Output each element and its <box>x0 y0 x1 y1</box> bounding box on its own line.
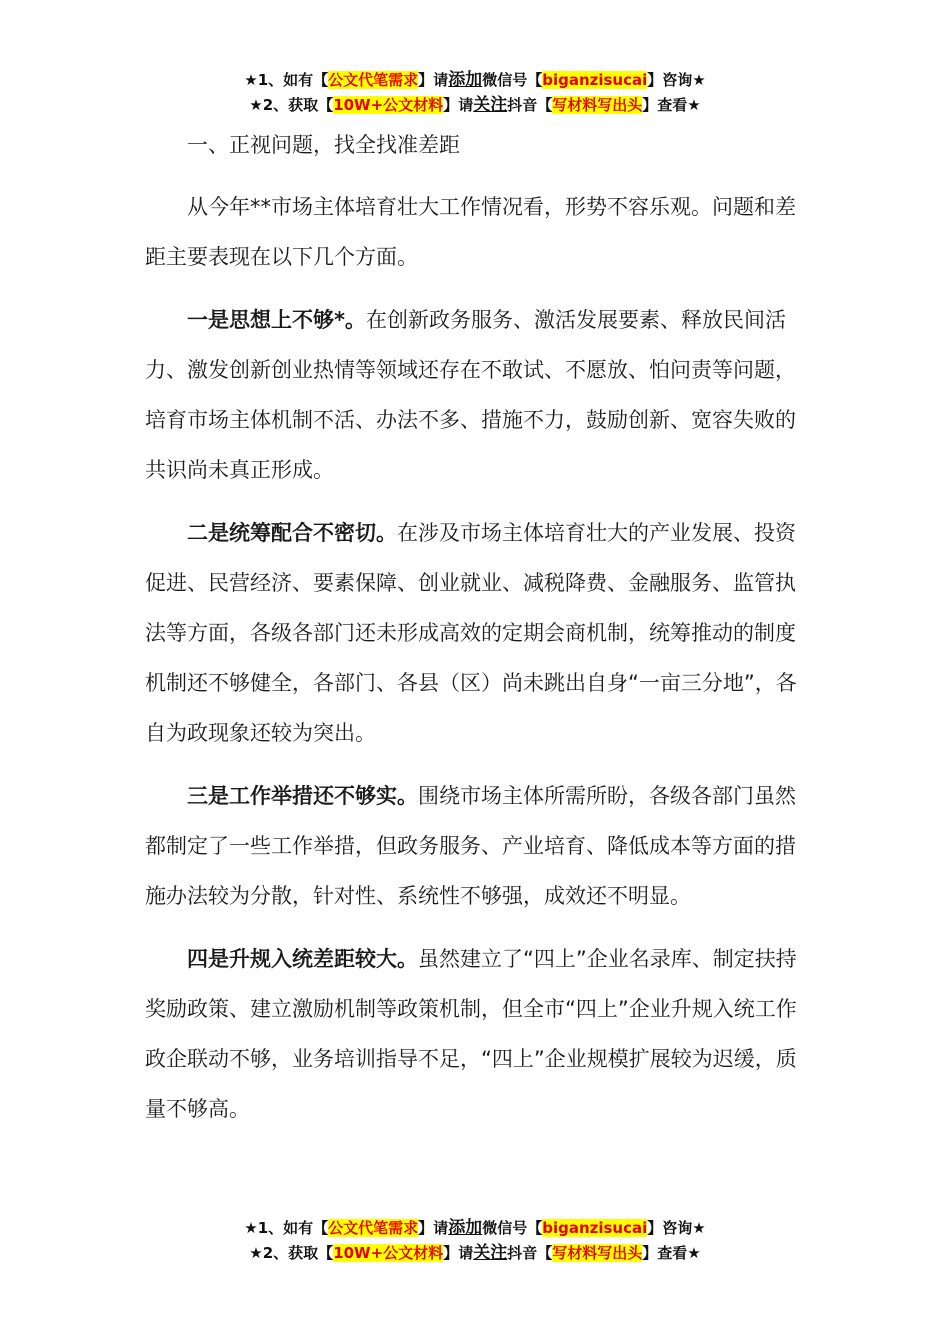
promo-line-2 <box>0 1241 950 1266</box>
promo-text: ★2、获取【 <box>249 96 334 114</box>
promo-highlight: 公文代笔需求 <box>328 1219 419 1237</box>
promo-text: 抖音【 <box>507 96 553 114</box>
point-paragraph-4 <box>145 934 810 1134</box>
promo-text: ★1、如有【 <box>244 71 329 89</box>
douyin-id-highlight: 写材料写出头 <box>552 1244 643 1262</box>
point-body: 在涉及市场主体培育壮大的产业发展、投资促进、民营经济、要素保障、创业就业、减税降费、金融服务、监管执法等方面，各级各部门还未形成高效的定期会商机制，统筹推动的制度机制还不够健全，各部门、各县（区）尚未跳出自身“一亩三分地”，各自为政现象还较为突出。 <box>145 521 797 745</box>
promo-text: 】咨询★ <box>647 1219 706 1237</box>
promo-highlight: 公文代笔需求 <box>328 71 419 89</box>
promo-text: 】查看★ <box>642 1244 701 1262</box>
promo-text: ★1、如有【 <box>244 1219 329 1237</box>
point-lead: 二是统筹配合不密切。 <box>187 521 397 545</box>
promo-text: 】查看★ <box>642 96 701 114</box>
point-lead: 一是思想上不够*。 <box>187 308 366 332</box>
wechat-id-highlight: biganzisucai <box>542 1219 648 1237</box>
promo-banner-top <box>0 68 950 118</box>
point-body: 在创新政务服务、激活发展要素、释放民间活力、激发创新创业热情等领域还存在不敢试、不愿放、怕问责等问题，培育市场主体机制不活、办法不多、措施不力，鼓励创新、宽容失败的共识尚未真正形成。 <box>145 308 796 482</box>
promo-line-1 <box>0 68 950 93</box>
document-body <box>145 120 810 1147</box>
promo-banner-bottom <box>0 1216 950 1266</box>
promo-text: 微信号【 <box>482 71 543 89</box>
point-paragraph-1 <box>145 295 810 495</box>
promo-underlined: 添加 <box>448 1218 483 1238</box>
point-paragraph-2 <box>145 508 810 758</box>
promo-text: 】咨询★ <box>647 71 706 89</box>
promo-text: ★2、获取【 <box>249 1244 334 1262</box>
promo-line-1 <box>0 1216 950 1241</box>
promo-text: 】请 <box>443 96 474 114</box>
douyin-id-highlight: 写材料写出头 <box>552 96 643 114</box>
promo-underlined: 添加 <box>448 70 483 90</box>
promo-text: 微信号【 <box>482 1219 543 1237</box>
point-body: 虽然建立了“四上”企业名录库、制定扶持奖励政策、建立激励机制等政策机制，但全市“四上”企业升规入统工作政企联动不够，业务培训指导不足，“四上”企业规模扩展较为迟缓，质量不够高。 <box>145 947 797 1121</box>
promo-text: 】请 <box>418 71 449 89</box>
point-lead: 三是工作举措还不够实。 <box>187 784 418 808</box>
point-lead: 四是升规入统差距较大。 <box>187 947 418 971</box>
wechat-id-highlight: biganzisucai <box>542 71 648 89</box>
promo-text: 抖音【 <box>507 1244 553 1262</box>
promo-highlight: 10W+公文材料 <box>333 96 444 114</box>
promo-line-2 <box>0 93 950 118</box>
promo-underlined: 关注 <box>473 1243 508 1263</box>
section-heading: 一、正视问题，找全找准差距 <box>187 133 460 157</box>
promo-highlight: 10W+公文材料 <box>333 1244 444 1262</box>
promo-underlined: 关注 <box>473 95 508 115</box>
point-body: 围绕市场主体所需所盼，各级各部门虽然都制定了一些工作举措，但政务服务、产业培育、降低成本等方面的措施办法较为分散，针对性、系统性不够强，成效还不明显。 <box>145 784 796 908</box>
point-paragraph-3 <box>145 771 810 921</box>
promo-text: 】请 <box>418 1219 449 1237</box>
promo-text: 】请 <box>443 1244 474 1262</box>
intro-paragraph: 从今年**市场主体培育壮大工作情况看，形势不容乐观。问题和差距主要表现在以下几个方面。 <box>145 195 796 269</box>
